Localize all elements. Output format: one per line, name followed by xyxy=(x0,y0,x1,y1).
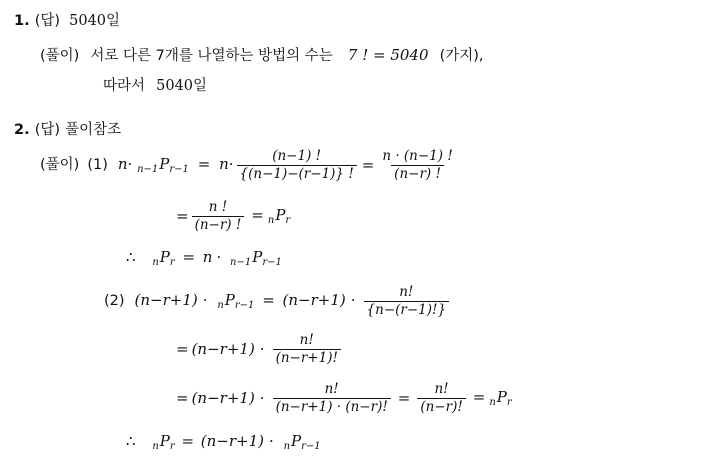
problem1-therefore-text: 따라서 xyxy=(103,78,146,94)
problem1-number: 1. xyxy=(14,13,30,29)
problem1-solution-line2 xyxy=(103,77,207,94)
fraction-3-numerator: n ! xyxy=(208,199,228,215)
eq-part2-line2 xyxy=(176,334,344,365)
eq-part1-conclusion: ∴ $_nP_r = n \cdot _{n-1}P_{r-1}$ xyxy=(126,248,282,268)
fraction-5-denominator: (n−r+1)! xyxy=(273,349,341,366)
problem2-answer-text: 풀이참조 xyxy=(65,122,122,138)
fraction-7 xyxy=(417,383,465,414)
fraction-4-denominator: {n−(r−1)!} xyxy=(364,301,450,318)
problem1-solution-tag: (풀이) xyxy=(40,48,80,64)
eq-part2-conclusion: ∴ $_nP_r = (n-r+1) \cdot _nP_{r-1}$ xyxy=(126,432,321,452)
fraction-1-denominator: {(n−1)−(r−1)} ! xyxy=(237,165,357,182)
fraction-6-numerator: n! xyxy=(324,381,339,397)
eq-term: $n\cdot _{n-1}P_{r-1} = n\cdot$ xyxy=(117,154,234,175)
fraction-5-numerator: n! xyxy=(299,332,314,348)
eq-part2-line1 xyxy=(104,286,452,317)
fraction-4-numerator: n! xyxy=(399,284,414,300)
equals-sign: = xyxy=(176,207,189,225)
part2-tag: (2) xyxy=(104,293,125,310)
problem1-answer-tag: (답) xyxy=(34,13,61,29)
fraction-7-numerator: n! xyxy=(434,381,449,397)
part1-tag: (1) xyxy=(87,157,108,174)
fraction-5 xyxy=(273,334,341,365)
equals-sign: = xyxy=(397,389,411,407)
problem1-result-unit: 일 xyxy=(193,78,208,94)
fraction-2 xyxy=(379,150,455,181)
fraction-6-denominator: (n−r+1) · (n−r)! xyxy=(273,398,391,415)
fraction-1-numerator: (n−1) ! xyxy=(272,148,322,164)
problem2-number: 2. xyxy=(14,122,30,138)
therefore-symbol: ∴ xyxy=(126,248,136,266)
problem2-answer-tag: (답) xyxy=(34,122,61,138)
fraction-6 xyxy=(273,383,391,414)
problem1-answer-unit: 일 xyxy=(106,13,121,29)
problem1-answer-value: 5040 xyxy=(69,13,107,29)
fraction-4 xyxy=(364,286,450,317)
problem1-solution-text: 서로 다른 7개를 나열하는 방법의 수는 xyxy=(90,48,333,64)
eq-part1-line2 xyxy=(176,201,290,232)
problem1-solution-math: 7 ! = 5040 xyxy=(347,46,429,64)
fraction-2-denominator: (n−r) ! xyxy=(391,165,444,182)
eq-result-npr: = $_nP_r$ xyxy=(472,387,512,408)
therefore-symbol: ∴ xyxy=(126,432,136,450)
fraction-2-numerator: n · (n−1) ! xyxy=(382,148,453,164)
fraction-1 xyxy=(237,150,357,181)
equals-sign: = xyxy=(361,156,375,174)
fraction-7-denominator: (n−r)! xyxy=(417,398,465,415)
problem1-result-value: 5040 xyxy=(156,78,194,94)
fraction-3-denominator: (n−r) ! xyxy=(192,216,245,233)
problem1-solution-line1 xyxy=(40,47,484,64)
fraction-3 xyxy=(192,201,245,232)
eq-part1-line1 xyxy=(40,150,459,181)
problem2-solution-tag: (풀이) xyxy=(40,157,80,174)
problem1-solution-end: (가지), xyxy=(439,48,484,64)
eq-result-npr: = $_nP_r$ xyxy=(251,205,291,226)
eq-part2-line3 xyxy=(176,383,512,414)
eq-term: = (n−r+1) · xyxy=(176,389,265,407)
problem1-header xyxy=(14,12,120,29)
eq-term: = (n−r+1) · xyxy=(176,340,265,358)
eq-term: $(n-r+1) \cdot _nP_{r-1} = (n-r+1)$ · xyxy=(134,290,356,311)
problem2-header xyxy=(14,121,121,138)
